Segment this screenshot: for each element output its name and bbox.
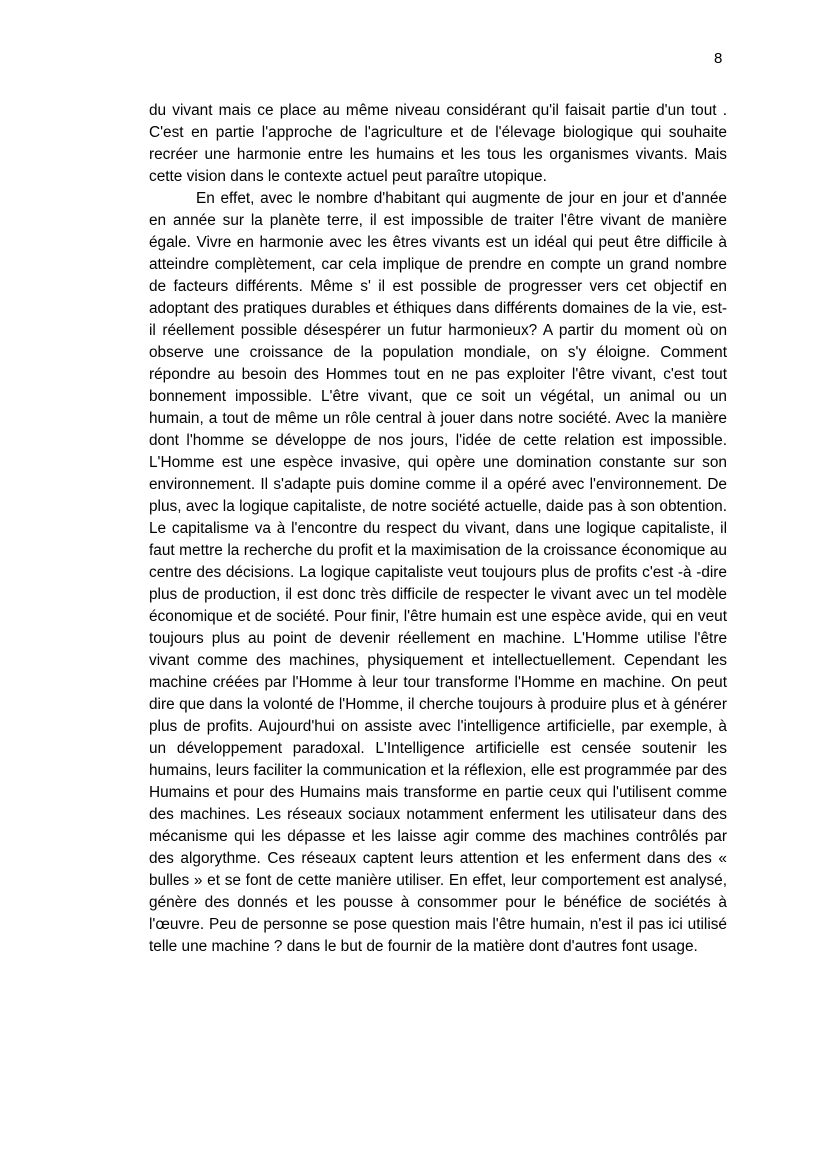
page-number: 8 [714,50,723,67]
paragraph-continuation: du vivant mais ce place au même niveau considérant qu'il faisait partie d'un tout . C'est en partie l'approche de l'agriculture et de l'élevage biologique qui souhaite recréer une harmonie entre les humains et les tous les organismes vivants. Mais cette vision dans le contexte actuel peut paraître utopique. [149,102,727,185]
paragraph-main: En effet, avec le nombre d'habitant qui augmente de jour en jour et d'année en année sur la planète terre, il est impossible de traiter l'être vivant de manière égale. Vivre en harmonie avec les êtres vivants est un idéal qui peut être difficile à atteindre complètement, car cela implique de prendre en compte un grand nombre de facteurs différents. Même s' il est possible de progresser vers cet objectif en adoptant des pratiques durables et éthiques dans différents domaines de la vie, est-il réellement possible désespérer un futur harmonieux? A partir du moment où on observe une croissance de la population mondiale, on s'y éloigne. Comment répondre au besoin des Hommes tout en ne pas exploiter l'être vivant, c'est tout bonnement impossible. L'être vivant, que ce soit un végétal, un animal ou un humain, a tout de même un rôle central à jouer dans notre société. Avec la manière dont l'homme se développe de nos jours, l'idée de cette relation est impossible. L'Homme est une espèce invasive, qui opère une domination constante sur son environnement. Il s'adapte puis domine comme il a opéré avec l'environnement. De plus, avec la logique capitaliste, de notre société actuelle, daide pas à son obtention. Le capitalisme va à l'encontre du respect du vivant, dans une logique capitaliste, il faut mettre la recherche du profit et la maximisation de la croissance économique au centre des décisions. La logique capitaliste veut toujours plus de profits c'est -à -dire plus de production, il est donc très difficile de respecter le vivant avec un tel modèle économique et de société. Pour finir, l'être humain est une espèce avide, qui en veut toujours plus au point de devenir réellement en machine. L'Homme utilise l'être vivant comme des machines, physiquement et intellectuellement. Cependant les machine créées par l'Homme à leur tour transforme l'Homme en machine. On peut dire que dans la volonté de l'Homme, il cherche toujours à produire plus et à générer plus de profits. Aujourd'hui on assiste avec l'intelligence artificielle, par exemple, à un développement paradoxal. L'Intelligence artificielle est censée soutenir les humains, leurs faciliter la communication et la réflexion, elle est programmée par des Humains et pour des Humains mais transforme en partie ceux qui l'utilisent comme des machines. Les réseaux sociaux notamment enferment les utilisateur dans des mécanisme qui les dépasse et les laisse agir comme des machines contrôlés par des algorythme. Ces réseaux captent leurs attention et les enferment dans des « bulles » et se font de cette manière utiliser. En effet, leur comportement est analysé, génère des donnés et les pousse à consommer pour le bénéfice de sociétés à l'œuvre. Peu de personne se pose question mais l'être humain, n'est il pas ici utilisé telle une machine ? dans le but de fournir de la matière dont d'autres font usage. [149,190,727,955]
body-text [149,100,727,958]
